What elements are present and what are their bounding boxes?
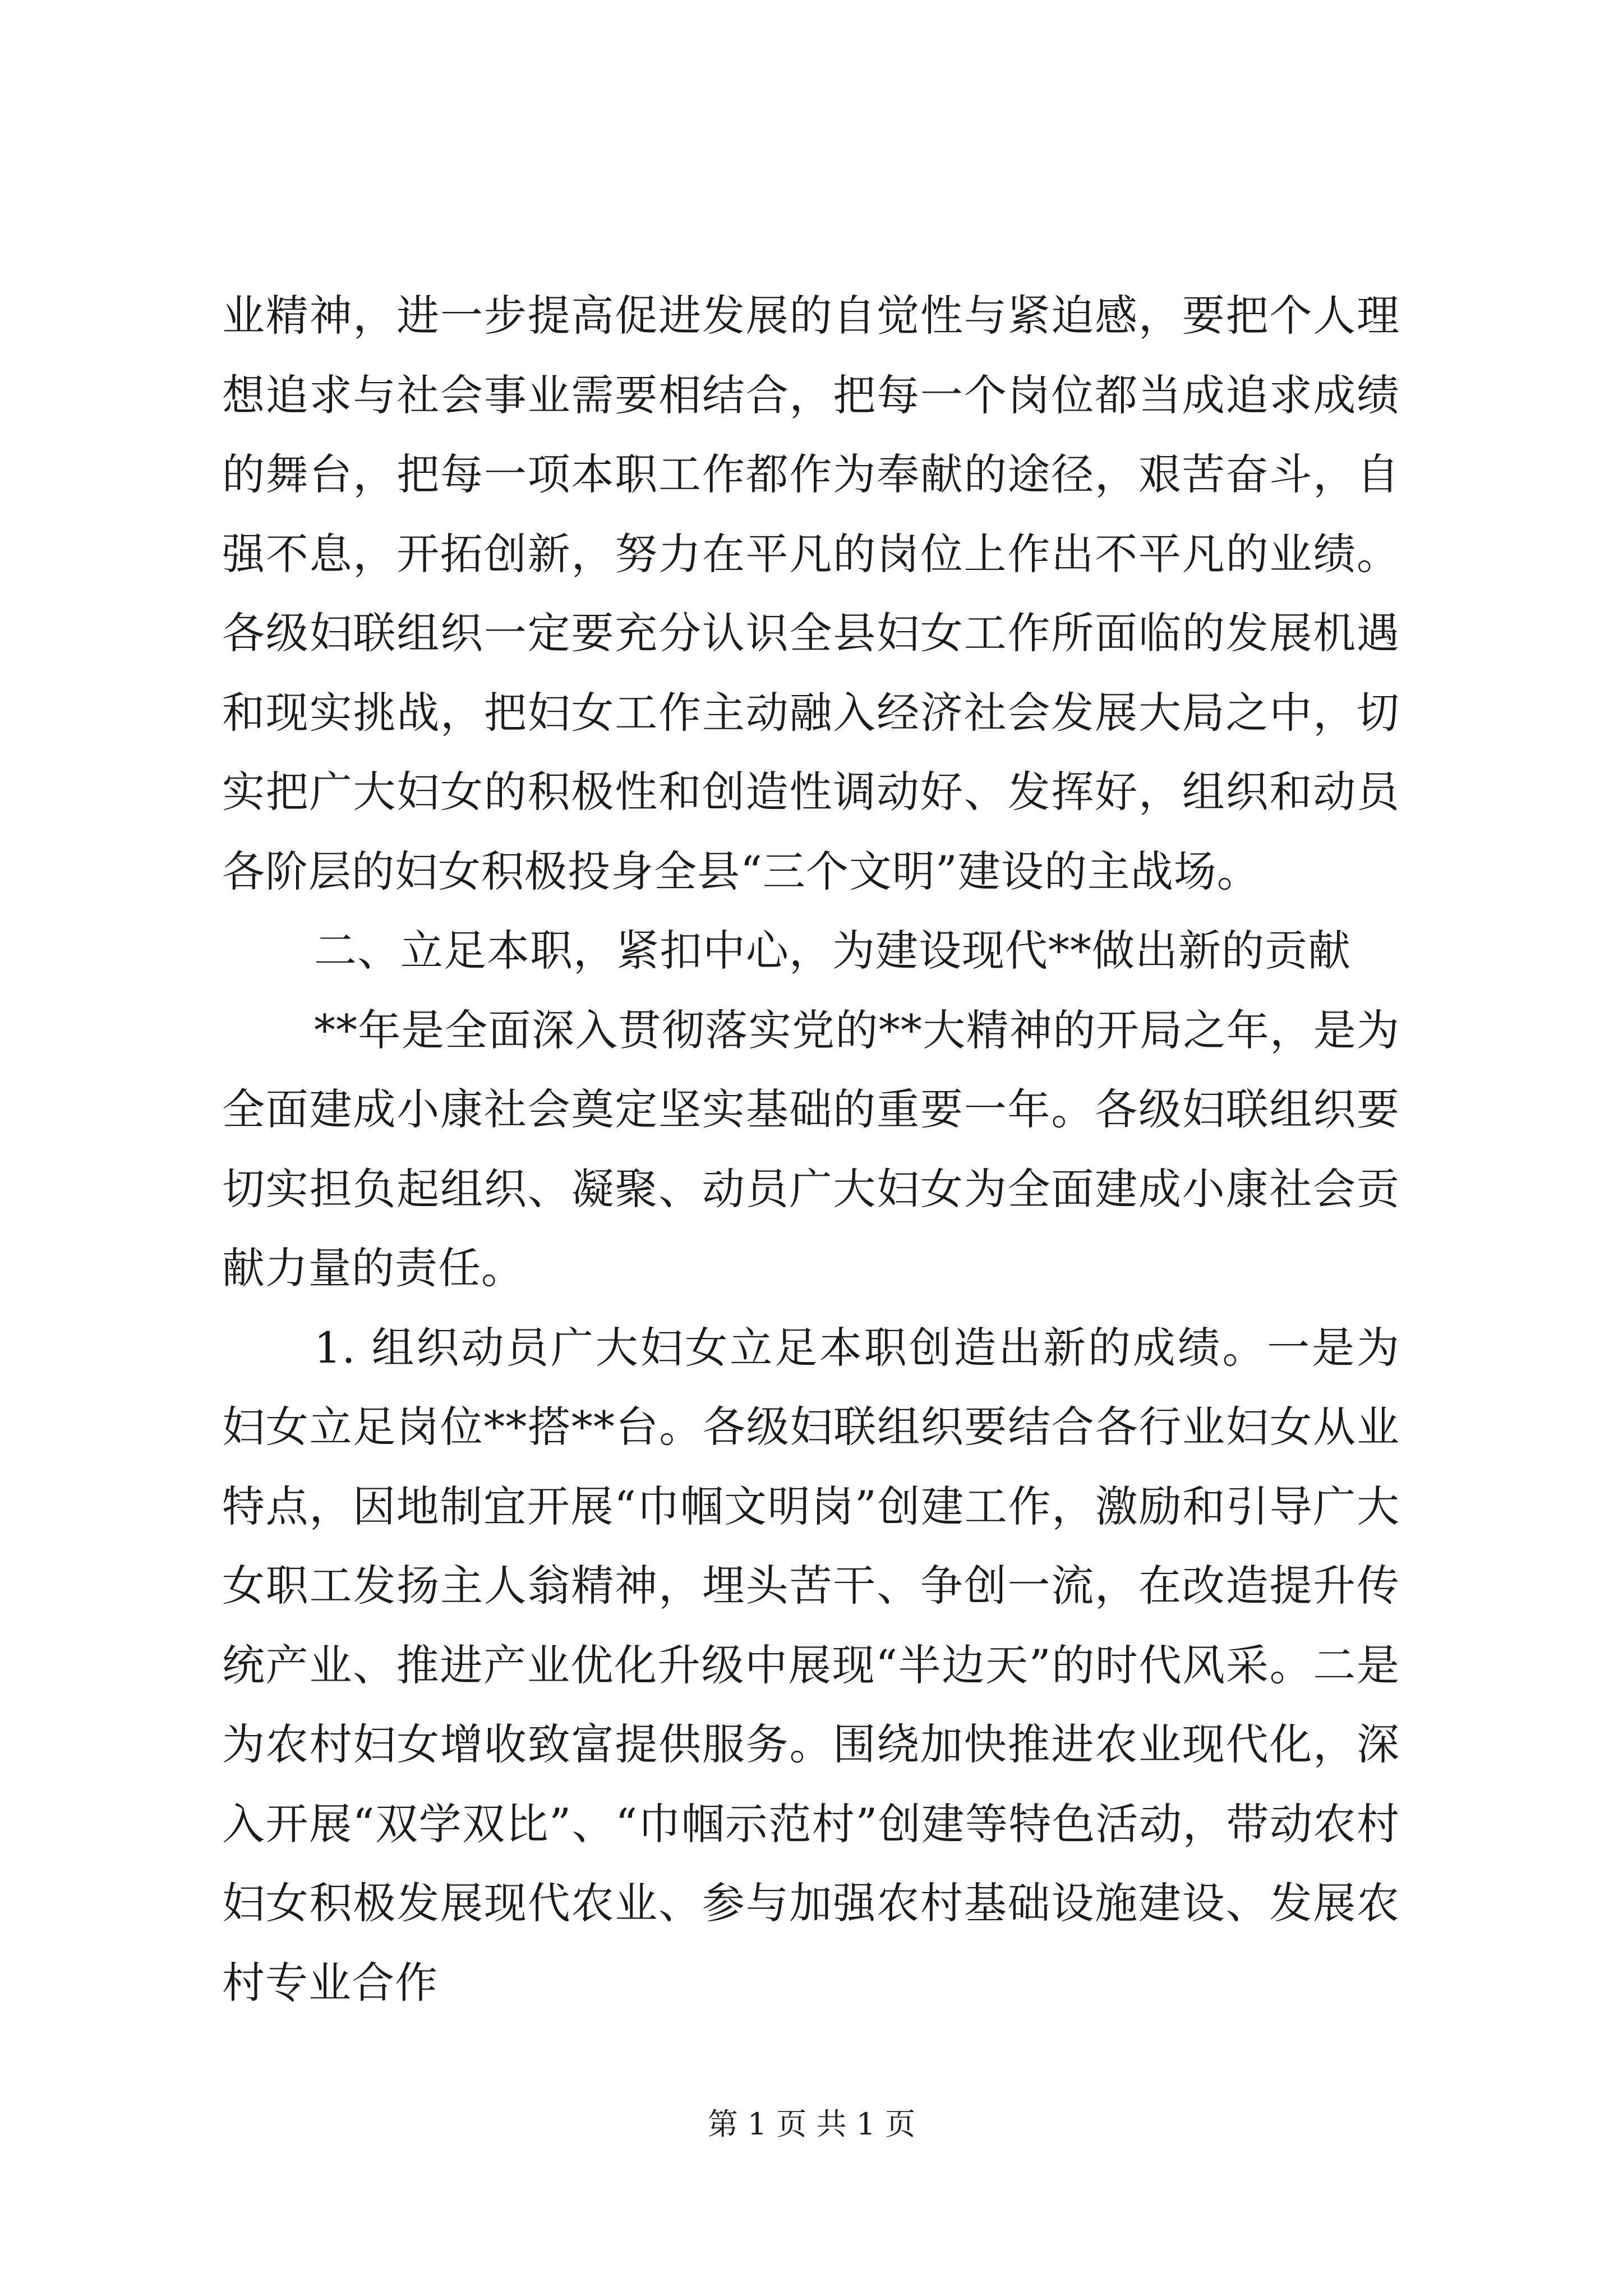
body-paragraph: **年是全面深入贯彻落实党的**大精神的开局之年，是为全面建成小康社会奠定坚实基础的重要一年。各级妇联组织要切实担负起组织、凝聚、动员广大妇女为全面建成小康社会贡献力量的责任。 <box>222 1005 1400 1293</box>
document-body <box>222 276 1400 2022</box>
section-heading: 二、立足本职，紧扣中心，为建设现代**做出新的贡献 <box>314 926 1351 976</box>
numbered-paragraph: 1. 组织动员广大妇女立足本职创造出新的成绩。一是为妇女立足岗位**搭**台。各级妇联组织要结合各行业妇女从业特点，因地制宜开展“巾帼文明岗”创建工作，激励和引导广大女职工发扬主人翁精神，埋头苦干、争创一流，在改造提升传统产业、推进产业优化升级中展现“半边天”的时代风采。二是为农村妇女增收致富提供服务。围绕加快推进农业现代化，深入开展“双学双比”、“巾帼示范村”创建等特色活动，带动农村妇女积极发展现代农业、参与加强农村基础设施建设、发展农村专业合作 <box>222 1322 1400 2008</box>
body-paragraph-continued: 业精神，进一步提高促进发展的自觉性与紧迫感，要把个人理想追求与社会事业需要相结合，把每一个岗位都当成追求成绩的舞台，把每一项本职工作都作为奉献的途径，艰苦奋斗，自强不息，开拓创新，努力在平凡的岗位上作出不平凡的业绩。各级妇联组织一定要充分认识全县妇女工作所面临的发展机遇和现实挑战，把妇女工作主动融入经济社会发展大局之中，切实把广大妇女的积极性和创造性调动好、发挥好，组织和动员各阶层的妇女积极投身全县“三个文明”建设的主战场。 <box>222 291 1400 896</box>
page-footer: 第 1 页 共 1 页 <box>707 2106 916 2142</box>
